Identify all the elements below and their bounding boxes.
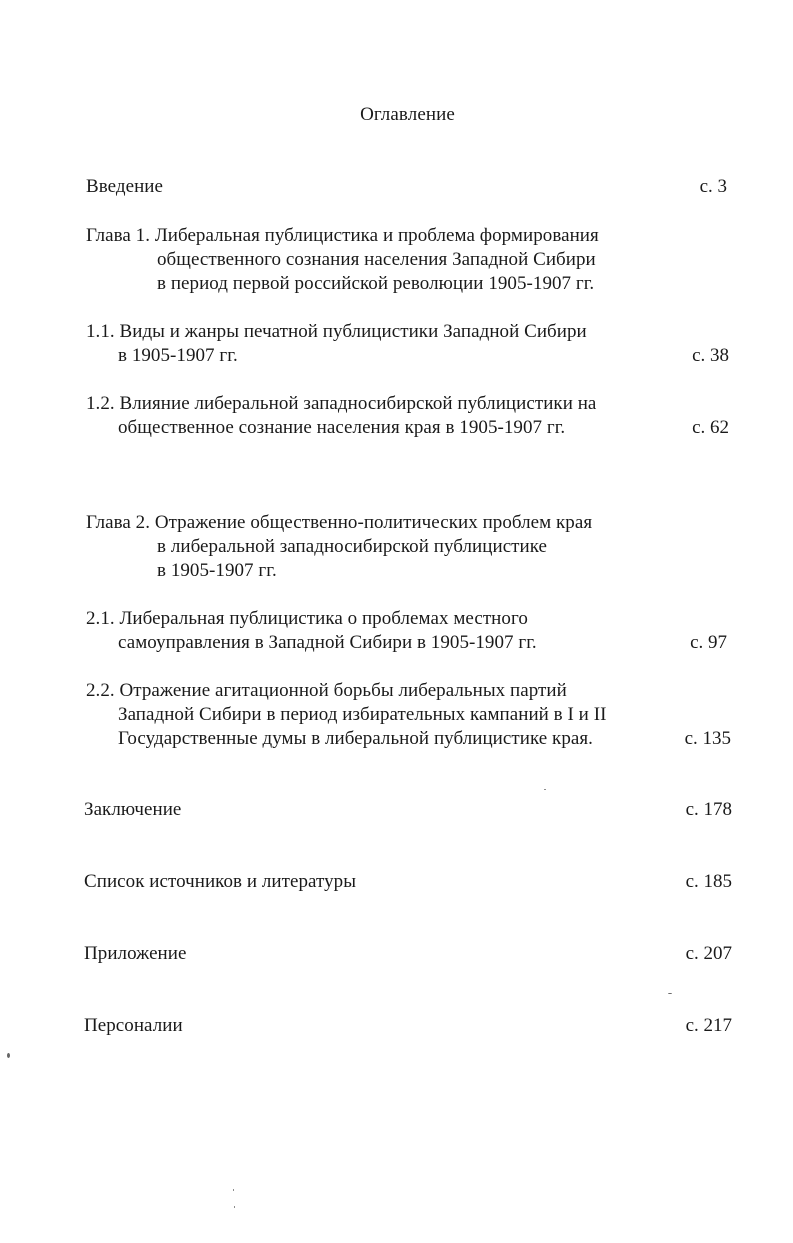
scan-speck (544, 789, 546, 790)
toc-page-conclusion: с. 178 (685, 799, 732, 820)
toc-entry-persons: Персоналии (84, 1015, 183, 1036)
scan-speck (7, 1053, 10, 1058)
toc-entry-appendix: Приложение (84, 943, 187, 964)
toc-page-appendix: с. 207 (685, 943, 732, 964)
toc-entry-section-2-2-line-2: Западной Сибири в период избирательных кампаний в I и II (118, 704, 607, 725)
toc-entry-chapter-1-line-1: Глава 1. Либеральная публицистика и проблема формирования (86, 225, 599, 246)
toc-entry-chapter-2-line-1: Глава 2. Отражение общественно-политических проблем края (86, 512, 593, 533)
toc-entry-bibliography: Список источников и литературы (84, 871, 357, 892)
toc-entry-section-2-1-line-2: самоуправления в Западной Сибири в 1905-1907 гг. (118, 632, 537, 653)
toc-entry-intro: Введение (86, 176, 163, 197)
toc-page-persons: с. 217 (685, 1015, 732, 1036)
toc-entry-section-1-2-line-1: 1.2. Влияние либеральной западносибирской публицистики на (86, 393, 597, 414)
toc-page-intro: с. 3 (699, 176, 727, 197)
scan-speck (668, 993, 672, 994)
toc-page-section-1-2: с. 62 (692, 417, 729, 438)
toc-page-section-1-1: с. 38 (692, 345, 729, 366)
toc-page-section-2-1: с. 97 (690, 632, 727, 653)
toc-entry-conclusion: Заключение (84, 799, 182, 820)
toc-page-section-2-2: с. 135 (684, 728, 731, 749)
toc-entry-section-2-2-line-1: 2.2. Отражение агитационной борьбы либеральных партий (86, 680, 567, 701)
scan-speck (233, 1189, 234, 1191)
toc-entry-chapter-2-line-3: в 1905-1907 гг. (157, 560, 277, 581)
toc-entry-section-1-1-line-1: 1.1. Виды и жанры печатной публицистики Западной Сибири (86, 321, 587, 342)
toc-entry-section-1-1-line-2: в 1905-1907 гг. (118, 345, 238, 366)
toc-entry-chapter-2-line-2: в либеральной западносибирской публицистике (157, 536, 548, 557)
toc-entry-section-2-2-line-3: Государственные думы в либеральной публицистике края. (118, 728, 593, 749)
toc-entry-section-2-1-line-1: 2.1. Либеральная публицистика о проблемах местного (86, 608, 528, 629)
toc-page-bibliography: с. 185 (685, 871, 732, 892)
toc-entry-chapter-1-line-2: общественного сознания населения Западной Сибири (157, 249, 596, 270)
page-title: Оглавление (360, 104, 455, 125)
scan-speck (234, 1206, 235, 1208)
toc-entry-section-1-2-line-2: общественное сознание населения края в 1905-1907 гг. (118, 417, 566, 438)
toc-entry-chapter-1-line-3: в период первой российской революции 1905-1907 гг. (157, 273, 595, 294)
